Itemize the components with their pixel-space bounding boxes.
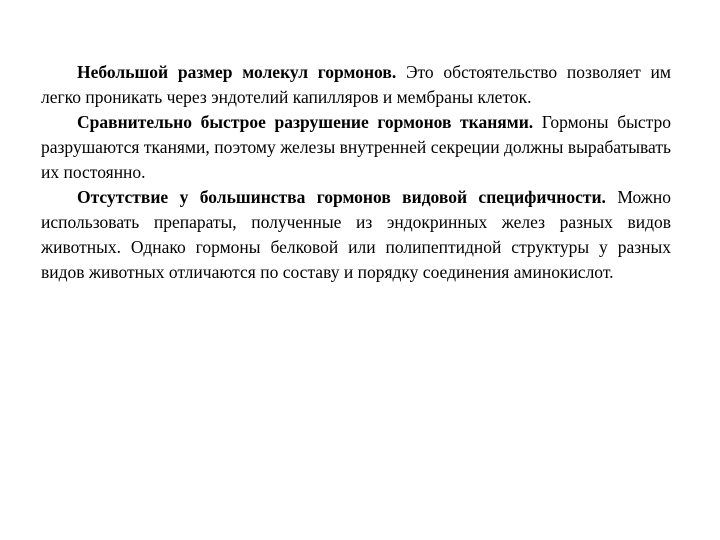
text-block (41, 60, 671, 285)
paragraph-heading: Небольшой размер молекул гормонов. (77, 62, 397, 82)
paragraph-body: Это обстоятельство позволяет им легко проникать через эндотелий капилляров и мембраны клеток. (41, 62, 671, 107)
paragraph-heading: Отсутствие у большинства гормонов видовой специфичности. (77, 187, 606, 207)
paragraph-body: Можно использовать препараты, полученные из эндокринных желез разных видов животных. Однако гормоны белковой или полипептидной структуры у разных видов животных отличаются по составу и порядку соединения аминокислот. (41, 187, 671, 282)
paragraph-fast-destruction (41, 110, 671, 185)
paragraph-body: Гормоны быстро разрушаются тканями, поэтому железы внутренней секреции должны вырабатывать их постоянно. (41, 112, 671, 182)
paragraph-heading: Сравнительно быстрое разрушение гормонов тканями. (77, 112, 534, 132)
paragraph-small-molecule-size (41, 60, 671, 110)
paragraph-species-specificity (41, 185, 671, 285)
